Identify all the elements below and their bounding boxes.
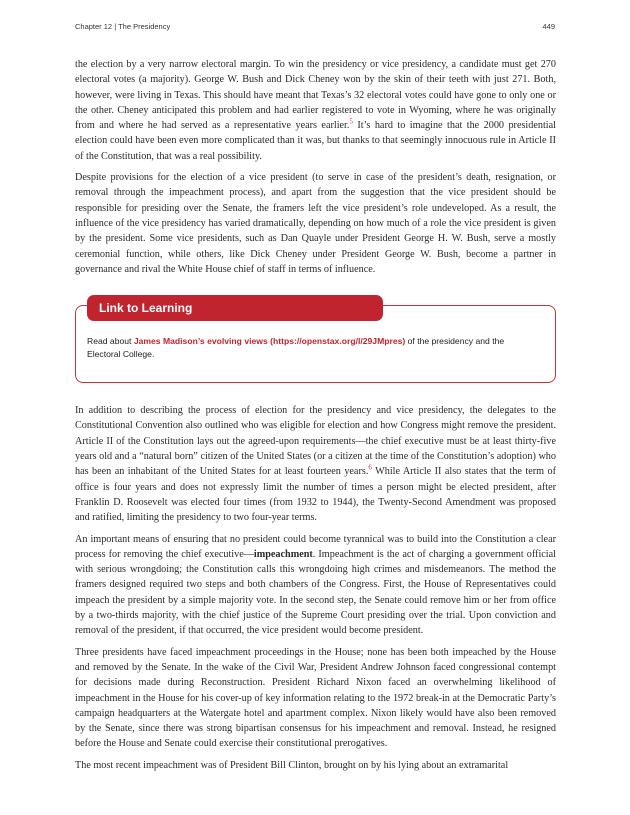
- link-box-title: Link to Learning: [87, 295, 383, 321]
- link-to-learning-box: [75, 295, 556, 383]
- paragraph-vice-president-role: Despite provisions for the election of a vice president (to serve in case of the president’s death, resignation, or removal through the impeachment process), and apart from the suggestion that the vice president should be responsible for presiding over the Senate, the framers left the vice president’s role undeveloped. As a result, the influence of the vice presidency has varied dramatically, depending on how much of a role the vice president is given by the president. Some vice presidents, such as Dan Quayle under President George H. W. Bush, serve a mostly ceremonial function, while others, like Dick Cheney under President George W. Bush, become a partner in governance and rival the White House chief of staff in terms of influence.: [75, 172, 556, 275]
- paragraph-clinton: The most recent impeachment was of President Bill Clinton, brought on by his lying about an extramarital: [75, 759, 509, 771]
- link-box-text: Read about James Madison’s evolving views (https://openstax.org/l/29JMpres) of the presidency and the Electoral College.: [87, 336, 505, 360]
- chapter-label: Chapter 12: [75, 22, 113, 31]
- running-head: [75, 22, 170, 31]
- key-term-impeachment: impeachment: [253, 548, 313, 560]
- header-separator: |: [112, 22, 119, 31]
- footnote-ref-5[interactable]: 5: [349, 117, 353, 126]
- paragraph-three-presidents: Three presidents have faced impeachment proceedings in the House; none has been both impeached by the House and removed by the Senate. In the wake of the Civil War, President Andrew Johnson faced congressional contempt for decisions made during Reconstruction. President Richard Nixon faced an overwhelming likelihood of impeachment in the House for his cover-up of key information relating to the 1972 break-in at the Democratic Party’s campaign headquarters at the Watergate hotel and apartment complex. Nixon likely would have also been removed by the Senate, since there was strong bipartisan consensus for his impeachment and removal. Instead, he resigned before the House and Senate could exercise their constitutional prerogatives.: [75, 646, 556, 750]
- footnote-ref-6[interactable]: 6: [368, 463, 372, 472]
- paragraph-electoral-margin: the election by a very narrow electoral margin. To win the presidency or vice presidency, a candidate must get 270 electoral votes (a majority). George W. Bush and Dick Cheney won by the skin of their teeth with just 271. Both, however, were living in Texas. This should have meant that Texas’s 32 electoral votes could have gone to only one or the other. Cheney anticipated this problem and had earlier registered to vote in Wyoming, where he was originally from and where he had served as a representative years earlier.$^5$ It’s hard to imagine that the 2000 presidential election could have been even more complicated than it was, but thanks to that seemingly innocuous rule in Article II of the Constitution, that was a real possibility.: [75, 59, 556, 162]
- madison-views-link[interactable]: James Madison’s evolving views (https://openstax.org/l/29JMpres): [133, 336, 406, 347]
- paragraph-impeachment: An important means of ensuring that no president could become tyrannical was to build into the Constitution a clear process for removing the chief executive—impeachment. Impeachment is the act of charging a government official with serious wrongdoing; the Constitution calls this wrongdoing high crimes and misdemeanors. The method the framers designed required two steps and both chambers of the Congress. First, the House of Representatives could impeach the president by a simple majority vote. In the second step, the Senate could remove him or her from office by a two-thirds majority, with the chief justice of the Supreme Court presiding over the trial. Upon conviction and removal of the president, if that occurred, the vice president would become president.: [75, 533, 556, 637]
- paragraph-eligibility: In addition to describing the process of election for the presidency and vice presidency, the delegates to the Constitutional Convention also outlined who was eligible for election and how Congress might remove the president. Article II of the Constitution lays out the agreed-upon requirements—the chief executive must be at least thirty-five years old and a “natural born” citizen of the United States (or a citizen at the time of the Constitution’s adoption) who has been an inhabitant of the United States for at least fourteen years.$^6$ While Article II also states that the term of office is four years and does not expressly limit the number of times a person might be elected president, after Franklin D. Roosevelt was elected four times (from 1932 to 1944), the Twenty-Second Amendment was proposed and ratified, limiting the presidency to two four-year terms.: [75, 405, 557, 524]
- page-number: 449: [542, 22, 555, 31]
- page-body: [75, 57, 556, 779]
- section-title: The Presidency: [118, 22, 171, 31]
